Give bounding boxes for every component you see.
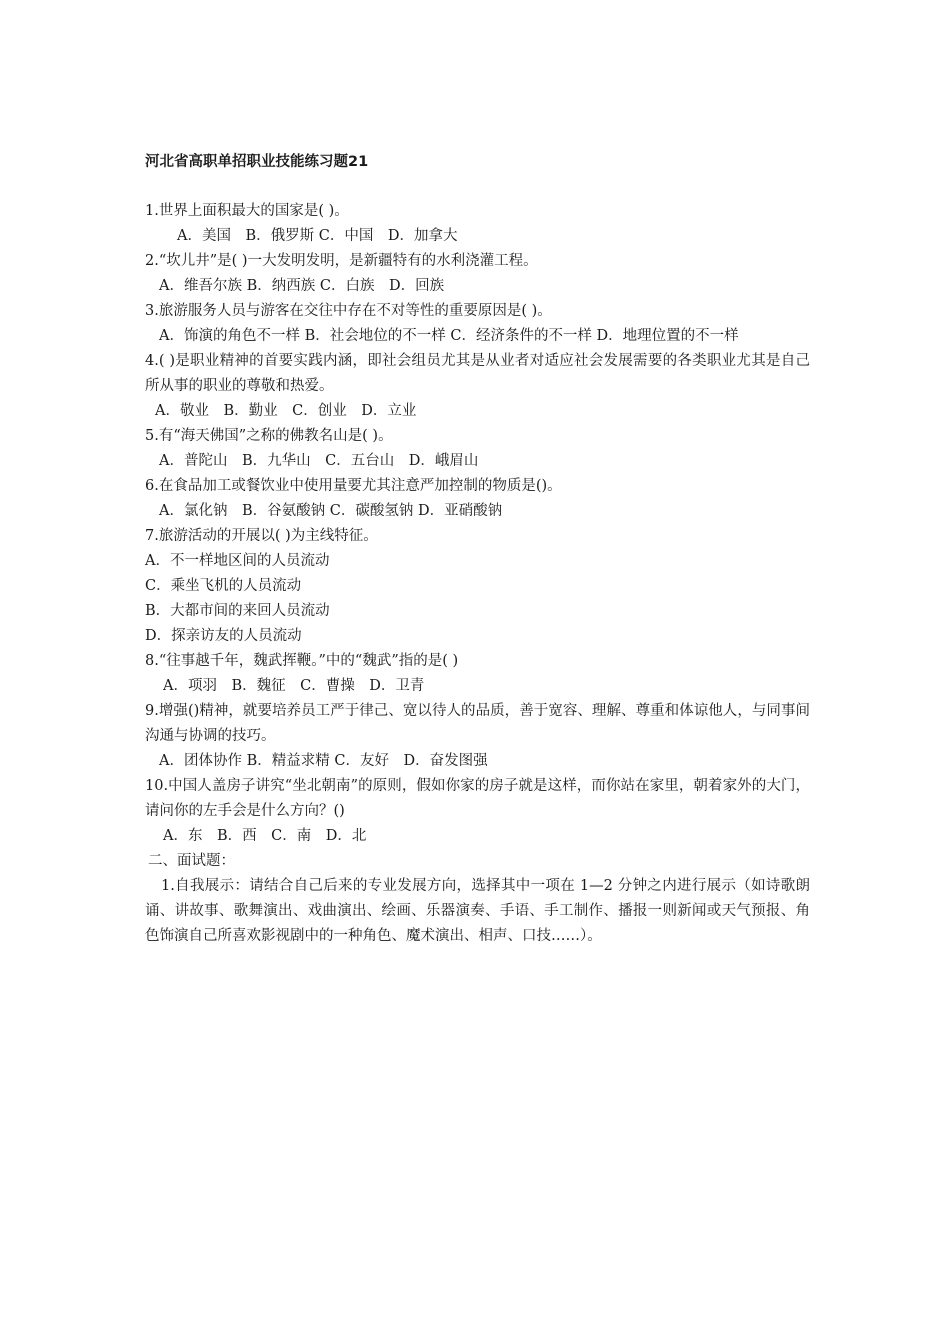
question-6-options: A．氯化钠 B．谷氨酸钠 C．碳酸氢钠 D．亚硝酸钠 — [159, 503, 503, 519]
question-9: 9.增强()精神，就要培养员工严于律己、宽以待人的品质，善于宽容、理解、尊重和体谅他人，与同事间沟通与协调的技巧。 — [145, 703, 810, 744]
question-2: 2.“坎儿井”是( )一大发明发明，是新疆特有的水利浇灌工程。 — [145, 253, 538, 269]
interview-question-1-text: 1.自我展示：请结合自己后来的专业发展方向，选择其中一项在 1—2 分钟之内进行展示（如诗歌朗诵、讲故事、歌舞演出、戏曲演出、绘画、乐器演奏、手语、手工制作、播报一则新闻或天气预报、角色饰演自己所喜欢影视剧中的一种角色、魔术演出、相声、口技……）。 — [145, 878, 810, 944]
question-7-option-d: D．探亲访友的人员流动 — [145, 628, 302, 644]
question-1: 1.世界上面积最大的国家是( )。 — [145, 203, 349, 219]
document-body — [145, 199, 810, 949]
question-9-options: A．团体协作 B．精益求精 C．友好 D．奋发图强 — [159, 753, 488, 769]
question-1-options: A．美国 B．俄罗斯 C．中国 D．加拿大 — [177, 228, 458, 244]
question-7-option-b: B．大都市间的来回人员流动 — [145, 603, 330, 619]
question-5-options: A．普陀山 B．九华山 C．五台山 D．峨眉山 — [159, 453, 479, 469]
question-7-option-c: C．乘坐飞机的人员流动 — [145, 578, 302, 594]
question-7-option-a: A．不一样地区间的人员流动 — [145, 553, 330, 569]
question-8-options: A．项羽 B．魏征 C．曹操 D．卫青 — [163, 678, 425, 694]
section-heading-interview: 二、面试题： — [148, 853, 235, 869]
document-title: 河北省高职单招职业技能练习题21 — [145, 154, 369, 170]
question-4: 4.( )是职业精神的首要实践内涵，即社会组员尤其是从业者对适应社会发展需要的各类职业尤其是自己所从事的职业的尊敬和热爱。 — [145, 353, 810, 394]
question-3: 3.旅游服务人员与游客在交往中存在不对等性的重要原因是( )。 — [145, 303, 552, 319]
question-2-options: A．维吾尔族 B．纳西族 C．白族 D．回族 — [159, 278, 445, 294]
question-10-options: A．东 B．西 C．南 D．北 — [163, 828, 367, 844]
question-8: 8.“往事越千年，魏武挥鞭。”中的“魏武”指的是( ) — [145, 653, 459, 669]
question-7: 7.旅游活动的开展以( )为主线特征。 — [145, 528, 378, 544]
question-3-options: A．饰演的角色不一样 B．社会地位的不一样 C．经济条件的不一样 D．地理位置的不一样 — [159, 328, 739, 344]
question-10: 10.中国人盖房子讲究“坐北朝南”的原则，假如你家的房子就是这样，而你站在家里，朝着家外的大门，请问你的左手会是什么方向？() — [145, 778, 810, 819]
question-5: 5.有“海天佛国”之称的佛教名山是( )。 — [145, 428, 393, 444]
question-4-options: A．敬业 B．勤业 C．创业 D．立业 — [155, 403, 417, 419]
interview-question-1 — [145, 874, 810, 949]
question-6: 6.在食品加工或餐饮业中使用量要尤其注意严加控制的物质是()。 — [145, 478, 562, 494]
